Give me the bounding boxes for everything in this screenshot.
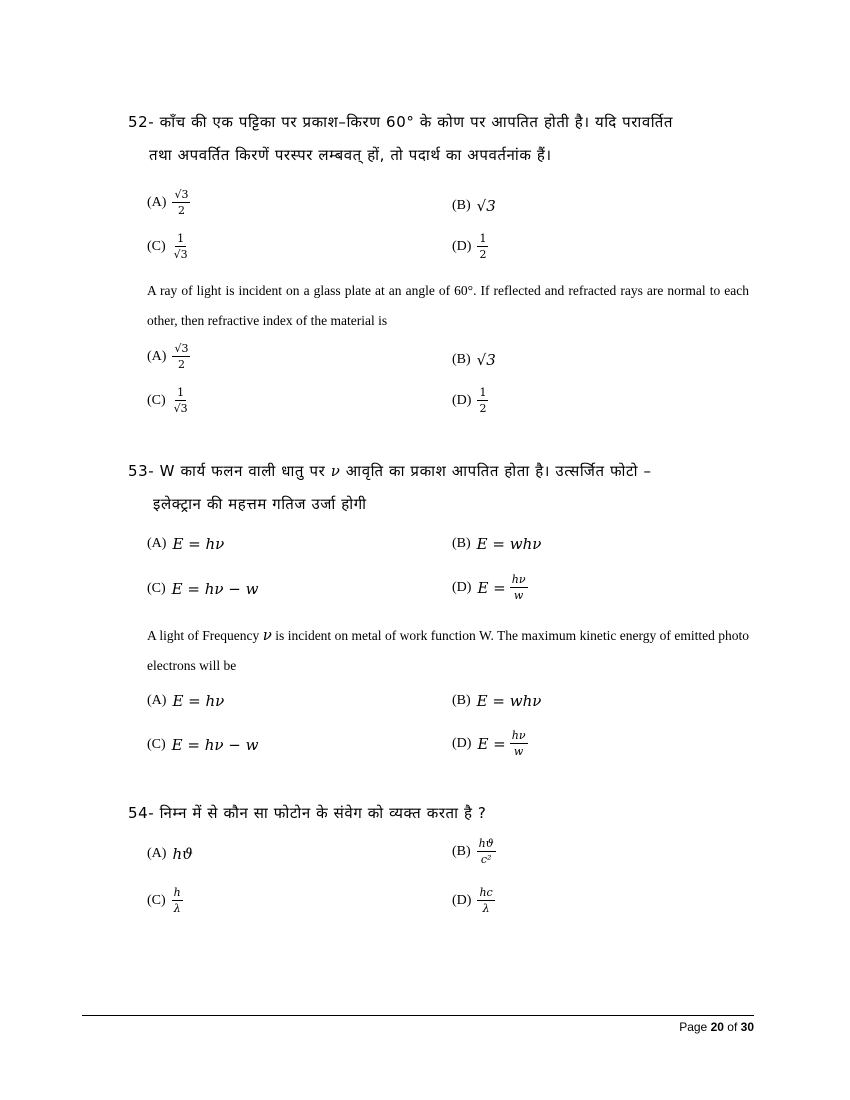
- q53-hindi-option-c: (C) E = hν − w: [147, 580, 259, 598]
- q52-english-question: A ray of light is incident on a glass plate at an angle of 60°. If reflected and refracted rays are normal to each other, then refractive index of the material is: [147, 283, 749, 328]
- fraction: $\frac{h\nu}{w}$: [511, 729, 526, 758]
- fraction: $\frac{1}{2}$: [479, 232, 487, 261]
- q52-hindi-option-a: (A) $\frac{√3}{2}$: [147, 188, 189, 217]
- q52-hindi-option-d: (D) $\frac{1}{2}$: [452, 232, 487, 261]
- q53-english-option-b: (B) E = whν: [452, 692, 542, 710]
- q52-english-option-b: (B) √3: [452, 351, 496, 369]
- q53-hindi-option-a: (A) E = hν: [147, 535, 225, 553]
- q53-hindi-line2: इलेक्ट्रान की महत्तम गतिज उर्जा होगी: [153, 495, 367, 513]
- q53-english-option-a: (A) E = hν: [147, 692, 225, 710]
- q52-hindi-line2: तथा अपवर्तित किरणें परस्पर लम्बवत् हों, तो पदार्थ का अपवर्तनांक हैं।: [149, 146, 552, 164]
- q52-english-option-d: (D) $\frac{1}{2}$: [452, 386, 487, 415]
- q52-hindi-option-c: (C) $\frac{1}{√3}$: [147, 232, 188, 261]
- q53-hindi-option-d: (D) E = $\frac{h\nu}{w}$: [452, 573, 526, 602]
- fraction: $\frac{hϑ}{\text{c²}}$: [478, 837, 494, 866]
- q53-english-option-d: (D) E = $\frac{h\nu}{w}$: [452, 729, 526, 758]
- fraction: $\frac{h}{\lambda}$: [173, 886, 181, 915]
- q54-option-a: (A) hϑ: [147, 845, 193, 863]
- q54-option-c: (C) $\frac{h}{\lambda}$: [147, 886, 181, 915]
- q52-hindi-line1: 52- काँच की एक पट्टिका पर प्रकाश–किरण 60° के कोण पर आपतित होती है। यदि परावर्तित: [128, 113, 673, 131]
- fraction: $\frac{√3}{2}$: [174, 342, 189, 371]
- q53-english-question: A light of Frequency ν is incident on metal of work function W. The maximum kinetic energy of emitted photo electrons will be: [147, 626, 750, 673]
- fraction: $\frac{h\nu}{w}$: [511, 573, 526, 602]
- q52-english-option-a: (A) $\frac{√3}{2}$: [147, 342, 189, 371]
- q54-hindi-question: 54- निम्न में से कौन सा फोटोन के संवेग को व्यक्त करता है ?: [128, 804, 487, 822]
- page-number: Page 20 of 30: [679, 1020, 754, 1034]
- q53-hindi-line1: 53- W कार्य फलन वाली धातु पर ν आवृति का प्रकाश आपतित होता है। उत्सर्जित फोटो –: [128, 462, 652, 480]
- q54-option-b: (B) $\frac{hϑ}{\text{c²}}$: [452, 837, 494, 866]
- q52-hindi-option-b: (B) √3: [452, 197, 496, 215]
- fraction: $\frac{1}{√3}$: [173, 386, 188, 415]
- q52-english-option-c: (C) $\frac{1}{√3}$: [147, 386, 188, 415]
- fraction: $\frac{1}{√3}$: [173, 232, 188, 261]
- q53-english-option-c: (C) E = hν − w: [147, 736, 259, 754]
- q53-hindi-option-b: (B) E = whν: [452, 535, 542, 553]
- fraction: $\frac{hc}{\lambda}$: [479, 886, 493, 915]
- fraction: $\frac{1}{2}$: [479, 386, 487, 415]
- q54-option-d: (D) $\frac{hc}{\lambda}$: [452, 886, 493, 915]
- fraction: $\frac{√3}{2}$: [174, 188, 189, 217]
- footer-divider: [82, 1015, 754, 1016]
